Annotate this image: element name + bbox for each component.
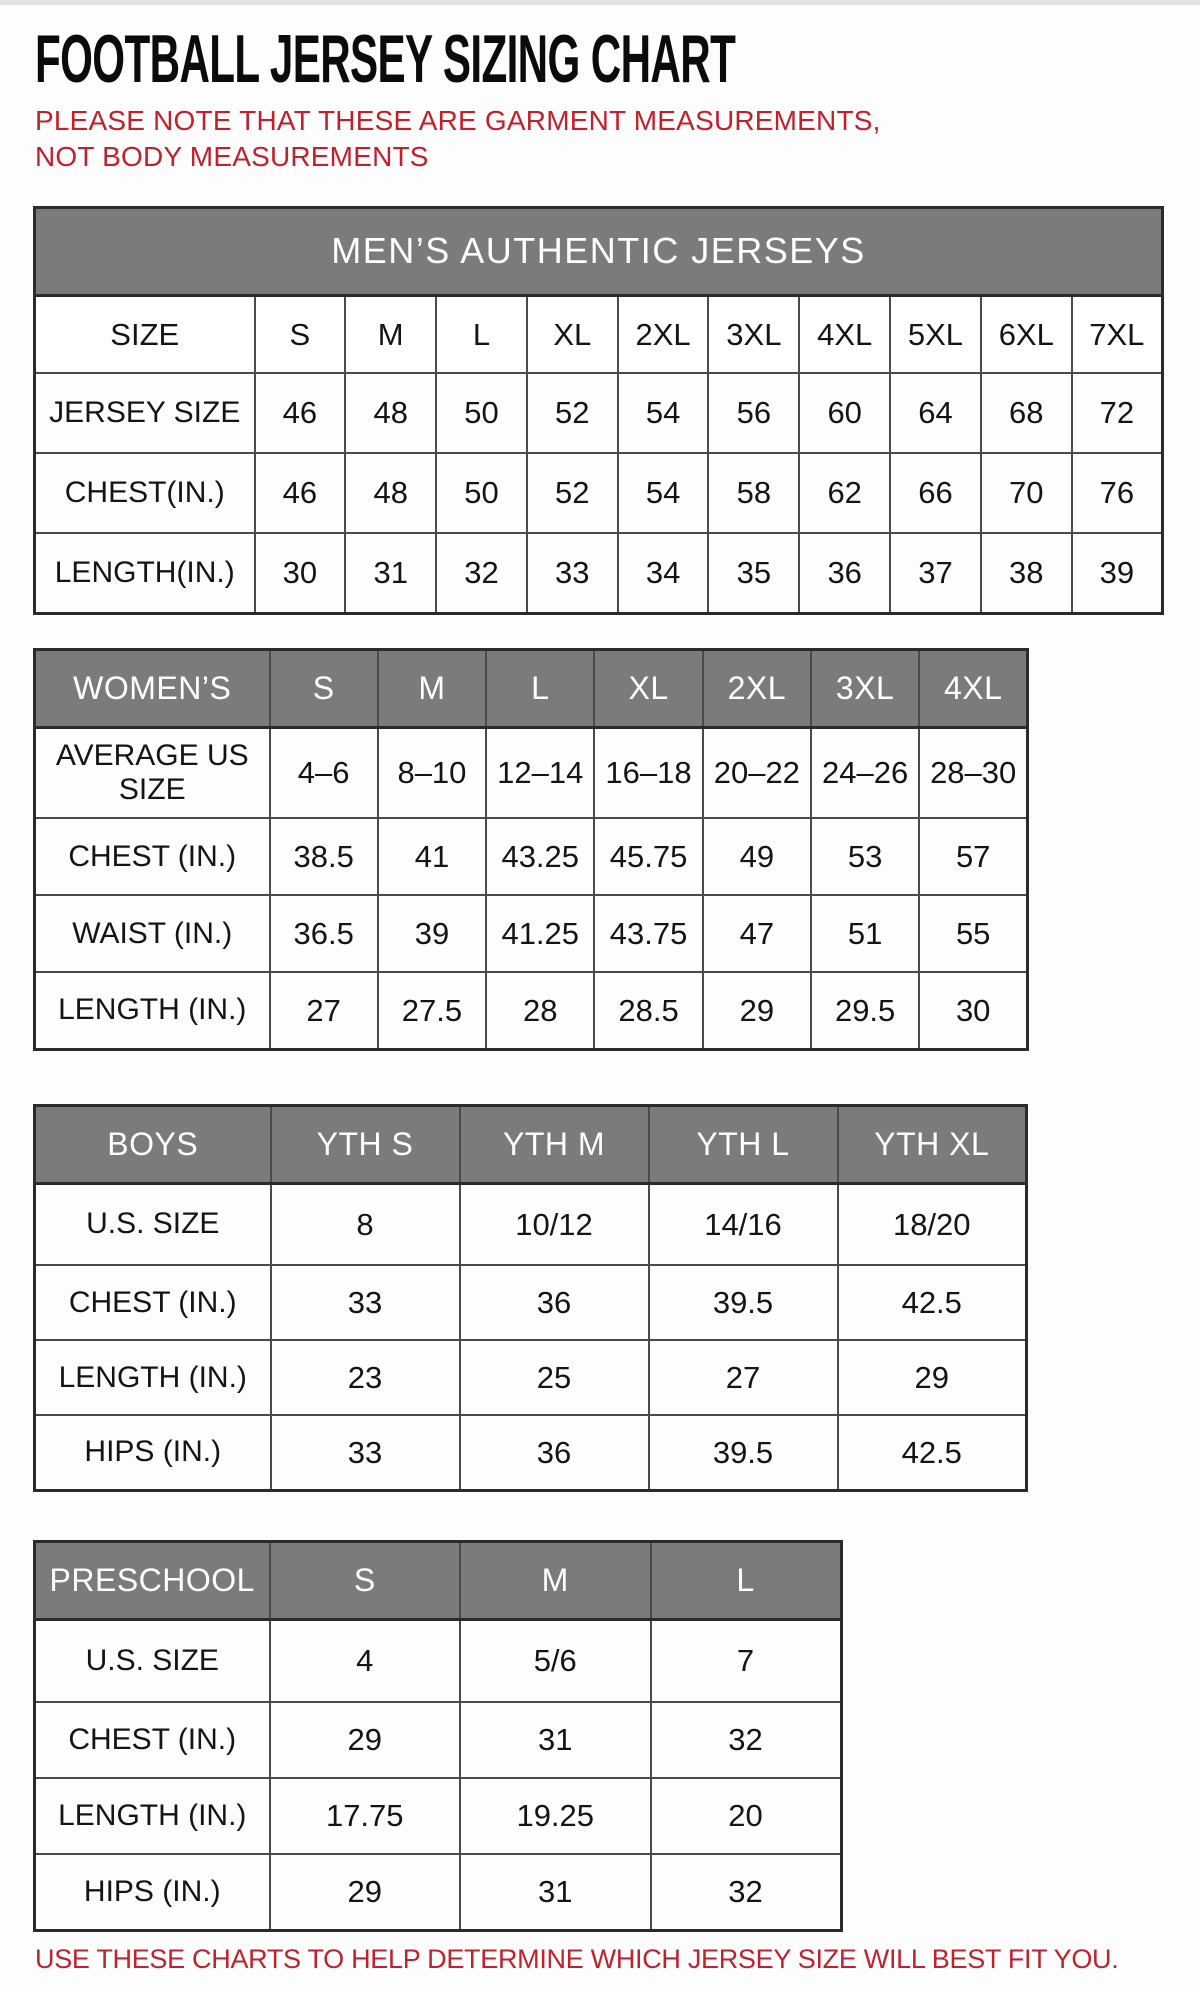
boys-col-header-yth-m: YTH M <box>460 1105 649 1183</box>
womens-size-value: 28.5 <box>594 972 702 1049</box>
boys-size-value: 36 <box>460 1265 649 1340</box>
preschool-size-value: 20 <box>651 1778 842 1854</box>
boys-size-value: 39.5 <box>649 1415 838 1490</box>
mens-row-label: LENGTH(IN.) <box>35 533 255 613</box>
preschool-col-header-l: L <box>651 1541 842 1619</box>
mens-size-table <box>33 206 1164 615</box>
mens-size-value: 50 <box>436 453 527 533</box>
tables-container <box>33 206 1200 1932</box>
mens-header-row <box>35 295 1163 373</box>
boys-size-value: 29 <box>838 1340 1027 1415</box>
boys-size-value: 39.5 <box>649 1265 838 1340</box>
womens-size-value: 41.25 <box>486 895 594 972</box>
womens-size-value: 29.5 <box>811 972 919 1049</box>
mens-size-value: 68 <box>981 373 1072 453</box>
boys-row-label: HIPS (IN.) <box>35 1415 271 1490</box>
mens-col-header-5xl: 5XL <box>890 295 981 373</box>
page-title: FOOTBALL JERSEY SIZING CHART <box>35 21 736 97</box>
boys-size-table <box>33 1104 1028 1492</box>
mens-header-label: SIZE <box>35 295 255 373</box>
boys-size-value: 36 <box>460 1415 649 1490</box>
mens-size-value: 35 <box>708 533 799 613</box>
womens-size-value: 20–22 <box>703 727 811 818</box>
mens-col-header-m: M <box>345 295 436 373</box>
boys-size-value: 23 <box>271 1340 460 1415</box>
boys-size-value: 33 <box>271 1415 460 1490</box>
womens-size-value: 27.5 <box>378 972 486 1049</box>
mens-size-value: 46 <box>255 373 346 453</box>
preschool-size-value: 32 <box>651 1854 842 1930</box>
mens-size-value: 54 <box>618 373 709 453</box>
preschool-size-value: 4 <box>270 1619 461 1702</box>
womens-size-value: 41 <box>378 818 486 895</box>
mens-row-label: JERSEY SIZE <box>35 373 255 453</box>
mens-size-value: 38 <box>981 533 1072 613</box>
mens-col-header-4xl: 4XL <box>799 295 890 373</box>
boys-data-row <box>35 1340 1027 1415</box>
womens-size-value: 4–6 <box>270 727 378 818</box>
boys-header-row <box>35 1105 1027 1183</box>
womens-size-value: 57 <box>919 818 1027 895</box>
boys-size-value: 14/16 <box>649 1183 838 1265</box>
womens-size-value: 36.5 <box>270 895 378 972</box>
preschool-data-row <box>35 1702 842 1778</box>
mens-col-header-s: S <box>255 295 346 373</box>
womens-col-header-4xl: 4XL <box>919 649 1027 727</box>
womens-col-header-3xl: 3XL <box>811 649 919 727</box>
womens-size-value: 55 <box>919 895 1027 972</box>
preschool-data-row <box>35 1854 842 1930</box>
womens-data-row <box>35 818 1028 895</box>
womens-size-value: 12–14 <box>486 727 594 818</box>
womens-size-value: 28–30 <box>919 727 1027 818</box>
boys-col-header-yth-s: YTH S <box>271 1105 460 1183</box>
womens-size-value: 45.75 <box>594 818 702 895</box>
boys-col-header-yth-l: YTH L <box>649 1105 838 1183</box>
boys-data-row <box>35 1183 1027 1265</box>
preschool-row-label: LENGTH (IN.) <box>35 1778 270 1854</box>
womens-size-value: 30 <box>919 972 1027 1049</box>
womens-data-row <box>35 895 1028 972</box>
womens-size-value: 47 <box>703 895 811 972</box>
womens-size-value: 43.25 <box>486 818 594 895</box>
womens-data-row <box>35 727 1028 818</box>
boys-col-header-yth-xl: YTH XL <box>838 1105 1027 1183</box>
preschool-header-row <box>35 1541 842 1619</box>
mens-size-value: 52 <box>527 373 618 453</box>
garment-measurement-note: PLEASE NOTE THAT THESE ARE GARMENT MEASUREMENTS, NOT BODY MEASUREMENTS <box>35 105 881 173</box>
preschool-row-label: U.S. SIZE <box>35 1619 270 1702</box>
boys-size-value: 10/12 <box>460 1183 649 1265</box>
preschool-header-label: PRESCHOOL <box>35 1541 270 1619</box>
womens-size-value: 28 <box>486 972 594 1049</box>
footer-note: USE THESE CHARTS TO HELP DETERMINE WHICH JERSEY SIZE WILL BEST FIT YOU. <box>35 1943 1119 1974</box>
boys-row-label: U.S. SIZE <box>35 1183 271 1265</box>
boys-size-value: 33 <box>271 1265 460 1340</box>
mens-size-value: 66 <box>890 453 981 533</box>
mens-table-banner: MEN’S AUTHENTIC JERSEYS <box>35 207 1163 295</box>
mens-col-header-xl: XL <box>527 295 618 373</box>
womens-row-label: WAIST (IN.) <box>35 895 270 972</box>
womens-col-header-2xl: 2XL <box>703 649 811 727</box>
mens-size-value: 62 <box>799 453 890 533</box>
boys-size-value: 25 <box>460 1340 649 1415</box>
boys-data-row <box>35 1415 1027 1490</box>
womens-col-header-m: M <box>378 649 486 727</box>
preschool-data-row <box>35 1778 842 1854</box>
preschool-size-value: 19.25 <box>460 1778 651 1854</box>
womens-size-value: 49 <box>703 818 811 895</box>
womens-header-row <box>35 649 1028 727</box>
mens-data-row <box>35 453 1163 533</box>
mens-size-value: 30 <box>255 533 346 613</box>
mens-size-value: 39 <box>1072 533 1163 613</box>
preschool-size-value: 31 <box>460 1702 651 1778</box>
boys-size-value: 8 <box>271 1183 460 1265</box>
womens-col-header-l: L <box>486 649 594 727</box>
womens-size-value: 51 <box>811 895 919 972</box>
womens-row-label: AVERAGE US SIZE <box>35 727 270 818</box>
mens-col-header-7xl: 7XL <box>1072 295 1163 373</box>
mens-size-value: 31 <box>345 533 436 613</box>
mens-size-value: 58 <box>708 453 799 533</box>
boys-size-value: 18/20 <box>838 1183 1027 1265</box>
womens-col-header-s: S <box>270 649 378 727</box>
preschool-size-value: 17.75 <box>270 1778 461 1854</box>
mens-size-value: 46 <box>255 453 346 533</box>
mens-size-value: 60 <box>799 373 890 453</box>
mens-col-header-2xl: 2XL <box>618 295 709 373</box>
sizing-chart-page <box>0 5 1200 1991</box>
womens-size-value: 24–26 <box>811 727 919 818</box>
mens-col-header-3xl: 3XL <box>708 295 799 373</box>
preschool-size-value: 31 <box>460 1854 651 1930</box>
boys-row-label: LENGTH (IN.) <box>35 1340 271 1415</box>
mens-size-value: 32 <box>436 533 527 613</box>
mens-data-row <box>35 533 1163 613</box>
mens-size-value: 34 <box>618 533 709 613</box>
mens-row-label: CHEST(IN.) <box>35 453 255 533</box>
womens-col-header-xl: XL <box>594 649 702 727</box>
mens-col-header-6xl: 6XL <box>981 295 1072 373</box>
preschool-size-value: 29 <box>270 1854 461 1930</box>
boys-row-label: CHEST (IN.) <box>35 1265 271 1340</box>
preschool-col-header-s: S <box>270 1541 461 1619</box>
mens-size-value: 56 <box>708 373 799 453</box>
womens-size-value: 27 <box>270 972 378 1049</box>
boys-size-value: 27 <box>649 1340 838 1415</box>
mens-size-value: 76 <box>1072 453 1163 533</box>
womens-header-label: WOMEN’S <box>35 649 270 727</box>
mens-size-value: 72 <box>1072 373 1163 453</box>
womens-row-label: LENGTH (IN.) <box>35 972 270 1049</box>
womens-size-value: 39 <box>378 895 486 972</box>
womens-size-value: 53 <box>811 818 919 895</box>
preschool-size-value: 5/6 <box>460 1619 651 1702</box>
boys-data-row <box>35 1265 1027 1340</box>
preschool-size-table <box>33 1540 843 1932</box>
boys-size-value: 42.5 <box>838 1265 1027 1340</box>
preschool-row-label: CHEST (IN.) <box>35 1702 270 1778</box>
mens-size-value: 37 <box>890 533 981 613</box>
mens-size-value: 33 <box>527 533 618 613</box>
preschool-col-header-m: M <box>460 1541 651 1619</box>
preschool-size-value: 7 <box>651 1619 842 1702</box>
mens-size-value: 48 <box>345 453 436 533</box>
preschool-size-value: 29 <box>270 1702 461 1778</box>
mens-size-value: 70 <box>981 453 1072 533</box>
mens-size-value: 54 <box>618 453 709 533</box>
mens-size-value: 50 <box>436 373 527 453</box>
preschool-data-row <box>35 1619 842 1702</box>
boys-header-label: BOYS <box>35 1105 271 1183</box>
mens-size-value: 64 <box>890 373 981 453</box>
mens-data-row <box>35 373 1163 453</box>
preschool-size-value: 32 <box>651 1702 842 1778</box>
mens-size-value: 52 <box>527 453 618 533</box>
womens-data-row <box>35 972 1028 1049</box>
mens-size-value: 36 <box>799 533 890 613</box>
womens-size-value: 38.5 <box>270 818 378 895</box>
mens-size-value: 48 <box>345 373 436 453</box>
mens-col-header-l: L <box>436 295 527 373</box>
womens-size-value: 16–18 <box>594 727 702 818</box>
womens-size-value: 43.75 <box>594 895 702 972</box>
womens-size-table <box>33 648 1029 1051</box>
preschool-row-label: HIPS (IN.) <box>35 1854 270 1930</box>
womens-row-label: CHEST (IN.) <box>35 818 270 895</box>
womens-size-value: 8–10 <box>378 727 486 818</box>
boys-size-value: 42.5 <box>838 1415 1027 1490</box>
womens-size-value: 29 <box>703 972 811 1049</box>
